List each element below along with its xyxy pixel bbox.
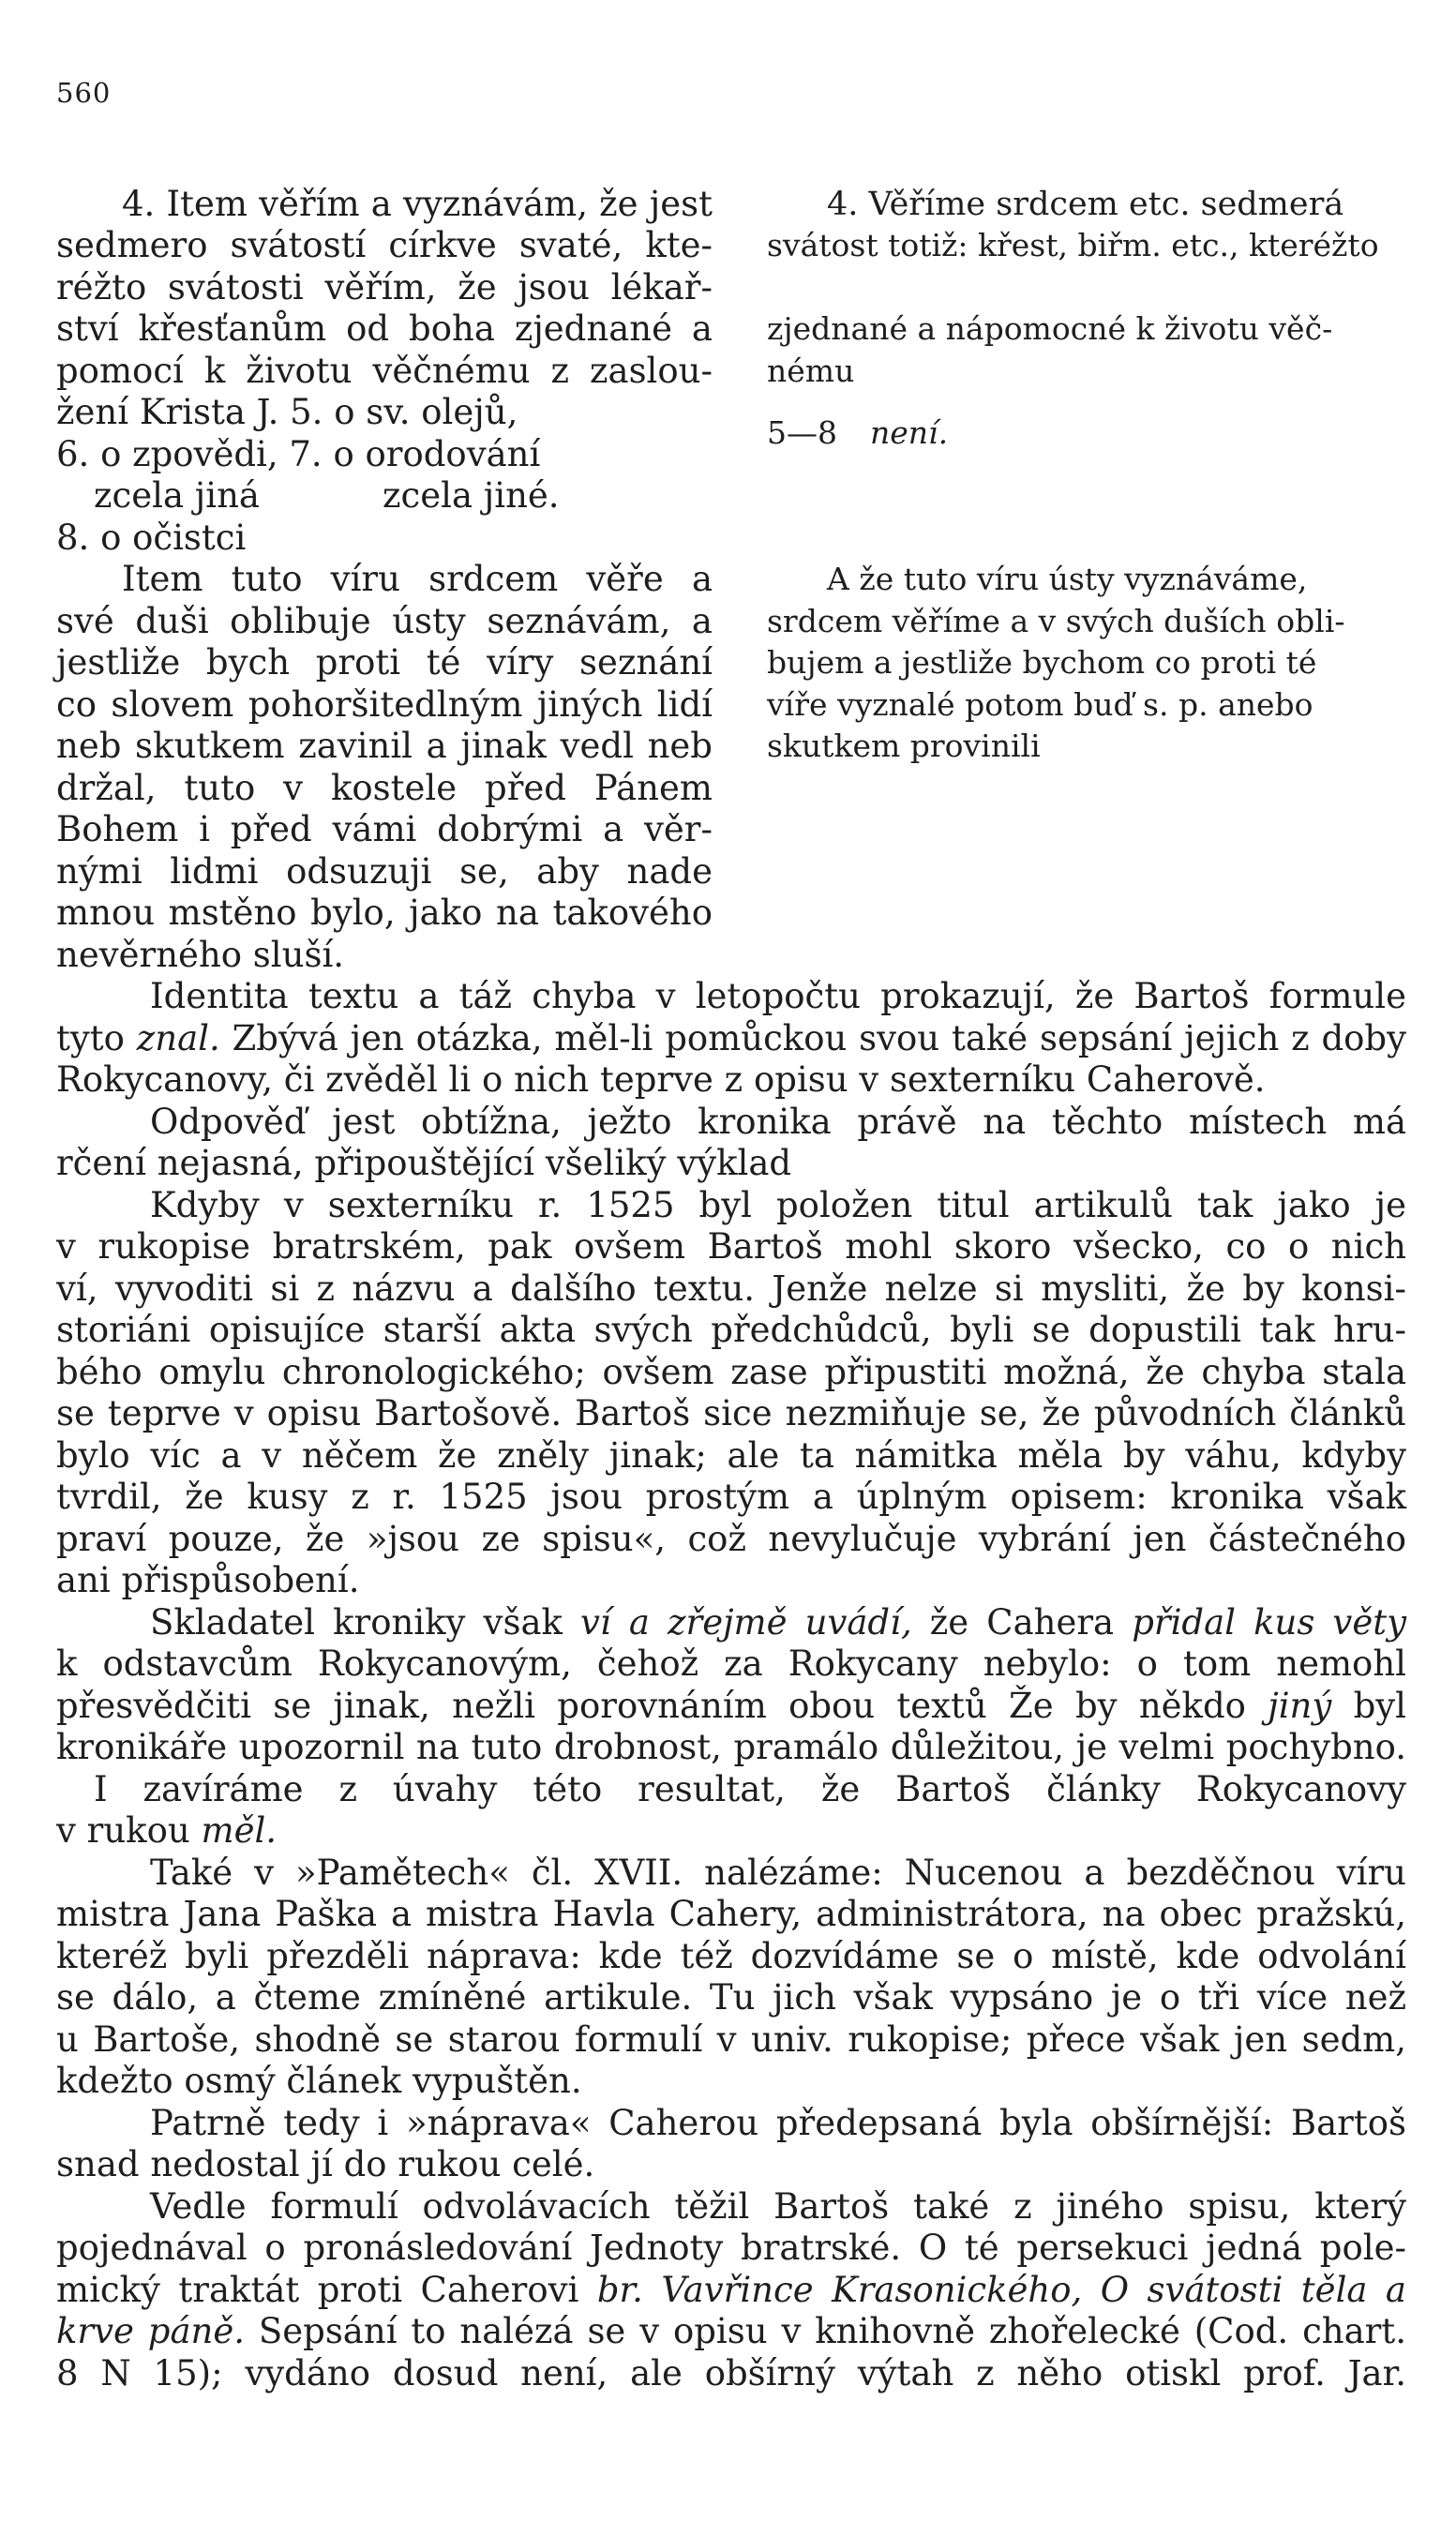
text-line: držal, tuto v kostele před Pánem bbox=[56, 768, 713, 808]
text-line: sedmero svátostí církve svaté, kte- bbox=[56, 225, 713, 265]
text-line: mnou mstěno bylo, jako na takového bbox=[56, 893, 713, 933]
text-line: krve páně. Sepsání to nalézá se v opisu v knihovně zhořelecké (Cod. chart. bbox=[56, 2311, 1406, 2351]
text-line: 6. o zpovědi, 7. o orodování bbox=[56, 434, 541, 474]
text-line: kronikáře upozornil na tuto drobnost, pramálo důležitou, je velmi pochybno. bbox=[56, 1727, 1406, 1767]
text-line: Rokycanovy, či zvěděl li o nich teprve z opisu v sexterníku Caherově. bbox=[56, 1059, 1266, 1100]
text-line: praví pouze, že »jsou ze spisu«, což nevylučuje vybrání jen částečného bbox=[56, 1519, 1406, 1559]
text-line: nevěrného sluší. bbox=[56, 935, 345, 975]
text-line: réžto svátosti věřím, že jsou lékař- bbox=[56, 267, 713, 308]
text-line: v rukou měl. bbox=[56, 1810, 278, 1851]
text-line: Skladatel kroniky však ví a zřejmě uvádí, že Cahera přidal kus věty bbox=[150, 1602, 1406, 1643]
text-line: ani přispůsobení. bbox=[56, 1560, 360, 1600]
text-line: svátost totiž: křest, biřm. etc., kteréžto bbox=[767, 227, 1379, 263]
text-line: zcela jiné. bbox=[383, 475, 560, 516]
text-line: přesvědčiti se jinak, nežli porovnáním obou textů Že by někdo jiný byl bbox=[56, 1686, 1406, 1726]
text-line: 4. Item věřím a vyznávám, že jest bbox=[122, 184, 713, 224]
text-line: 4. Věříme srdcem etc. sedmerá bbox=[827, 186, 1344, 223]
text-line: ství křesťanům od boha zjednané a bbox=[56, 308, 713, 349]
text-line: pojednával o pronásledování Jednoty bratrské. O té persekuci jedná pole- bbox=[56, 2228, 1406, 2268]
text-line: bého omylu chronologického; ovšem zase připustiti možná, že chyba stala bbox=[56, 1352, 1406, 1392]
text-line: storiáni opisujíce starší akta svých předchůdců, byli se dopustili tak hru- bbox=[56, 1310, 1406, 1350]
text-line: 8. o očistci bbox=[56, 518, 247, 558]
text-line: neb skutkem zavinil a jinak vedl neb bbox=[56, 726, 713, 766]
page-number: 560 bbox=[56, 77, 112, 109]
text-line: kteréž byli přezděli náprava: kde též dozvídáme se o místě, kde odvolání bbox=[56, 1936, 1406, 1976]
text-line: se dálo, a čteme zmíněné artikule. Tu jich však vypsáno je o tři více než bbox=[56, 1977, 1406, 2018]
text-line: žení Krista J. 5. o sv. olejů, bbox=[56, 392, 518, 432]
text-line: srdcem věříme a v svých duších obli- bbox=[767, 603, 1345, 639]
text-line: u Bartoše, shodně se starou formulí v univ. rukopise; přece však jen sedm, bbox=[56, 2019, 1406, 2060]
text-line: tvrdil, že kusy z r. 1525 jsou prostým a úplným opisem: kronika však bbox=[56, 1477, 1406, 1517]
text-line: Bohem i před vámi dobrými a věr- bbox=[56, 809, 713, 849]
text-line: pomocí k životu věčnému z zaslou- bbox=[56, 351, 713, 391]
text-line: Item tuto víru srdcem věře a bbox=[122, 559, 713, 599]
text-line: Identita textu a táž chyba v letopočtu prokazují, že Bartoš formule bbox=[150, 976, 1406, 1016]
text-line: ví, vyvoditi si z názvu a dalšího textu. Jenže nelze si mysliti, že by konsi- bbox=[56, 1268, 1406, 1309]
text-line: Také v »Pamětech« čl. XVII. nalézáme: Nucenou a bezděčnou víru bbox=[150, 1853, 1406, 1893]
text-line: zcela jiná bbox=[94, 475, 260, 516]
text-line: Kdyby v sexterníku r. 1525 byl položen titul artikulů tak jako je bbox=[150, 1185, 1406, 1225]
text-line: co slovem pohoršitedlným jiných lidí bbox=[56, 684, 713, 725]
text-line: I zavíráme z úvahy této resultat, že Bartoš články Rokycanovy bbox=[94, 1769, 1406, 1809]
text-line: kdežto osmý článek vypuštěn. bbox=[56, 2061, 582, 2101]
text-line: A že tuto víru ústy vyznáváme, bbox=[827, 561, 1308, 597]
text-line: mistra Jana Paška a mistra Havla Cahery, administrátora, na obec pražskú, bbox=[56, 1894, 1406, 1934]
text-line: Vedle formulí odvolávacích těžil Bartoš také z jiného spisu, který bbox=[150, 2186, 1406, 2227]
text-line: mický traktát proti Caherovi br. Vavřince Krasonického, O svátosti těla a bbox=[56, 2270, 1406, 2310]
text-line: se teprve v opisu Bartošově. Bartoš sice nezmiňuje se, že původních článků bbox=[56, 1393, 1406, 1433]
text-line: k odstavcům Rokycanovým, čehož za Rokycany nebylo: o tom nemohl bbox=[56, 1643, 1406, 1684]
text-line: jestliže bych proti té víry seznání bbox=[56, 642, 713, 683]
text-line: 8 N 15); vydáno dosud není, ale obšírný výtah z něho otiskl prof. Jar. bbox=[56, 2353, 1406, 2393]
text-line: zjednané a nápomocné k životu věč- bbox=[767, 310, 1333, 347]
text-line: víře vyznalé potom buď s. p. anebo bbox=[767, 686, 1313, 723]
text-line: skutkem provinili bbox=[767, 728, 1041, 764]
text-line: Patrně tedy i »náprava« Caherou předepsaná byla obšírnější: Bartoš bbox=[150, 2103, 1406, 2143]
text-line: své duši oblibuje ústy seznávám, a bbox=[56, 601, 713, 641]
text-line: bujem a jestliže bychom co proti té bbox=[767, 644, 1317, 681]
text-line: nými lidmi odsuzuji se, aby nade bbox=[56, 851, 713, 892]
text-line: tyto znal. Zbývá jen otázka, měl-li pomůckou svou také sepsání jejich z doby bbox=[56, 1018, 1407, 1058]
text-line: Odpověď jest obtížna, ježto kronika právě na těchto místech má bbox=[150, 1102, 1406, 1142]
text-line: bylo víc a v něčem že zněly jinak; ale ta námitka měla by váhu, kdyby bbox=[56, 1435, 1406, 1476]
text-line: 5—8 bbox=[767, 414, 837, 451]
text-line: není. bbox=[870, 414, 949, 451]
text-line: rčení nejasná, připouštějící všeliký výklad bbox=[56, 1143, 792, 1183]
text-line: snad nedostal jí do rukou celé. bbox=[56, 2144, 595, 2184]
text-line: v rukopise bratrském, pak ovšem Bartoš mohl skoro všecko, co o nich bbox=[56, 1226, 1406, 1267]
text-line: nému bbox=[767, 353, 855, 389]
